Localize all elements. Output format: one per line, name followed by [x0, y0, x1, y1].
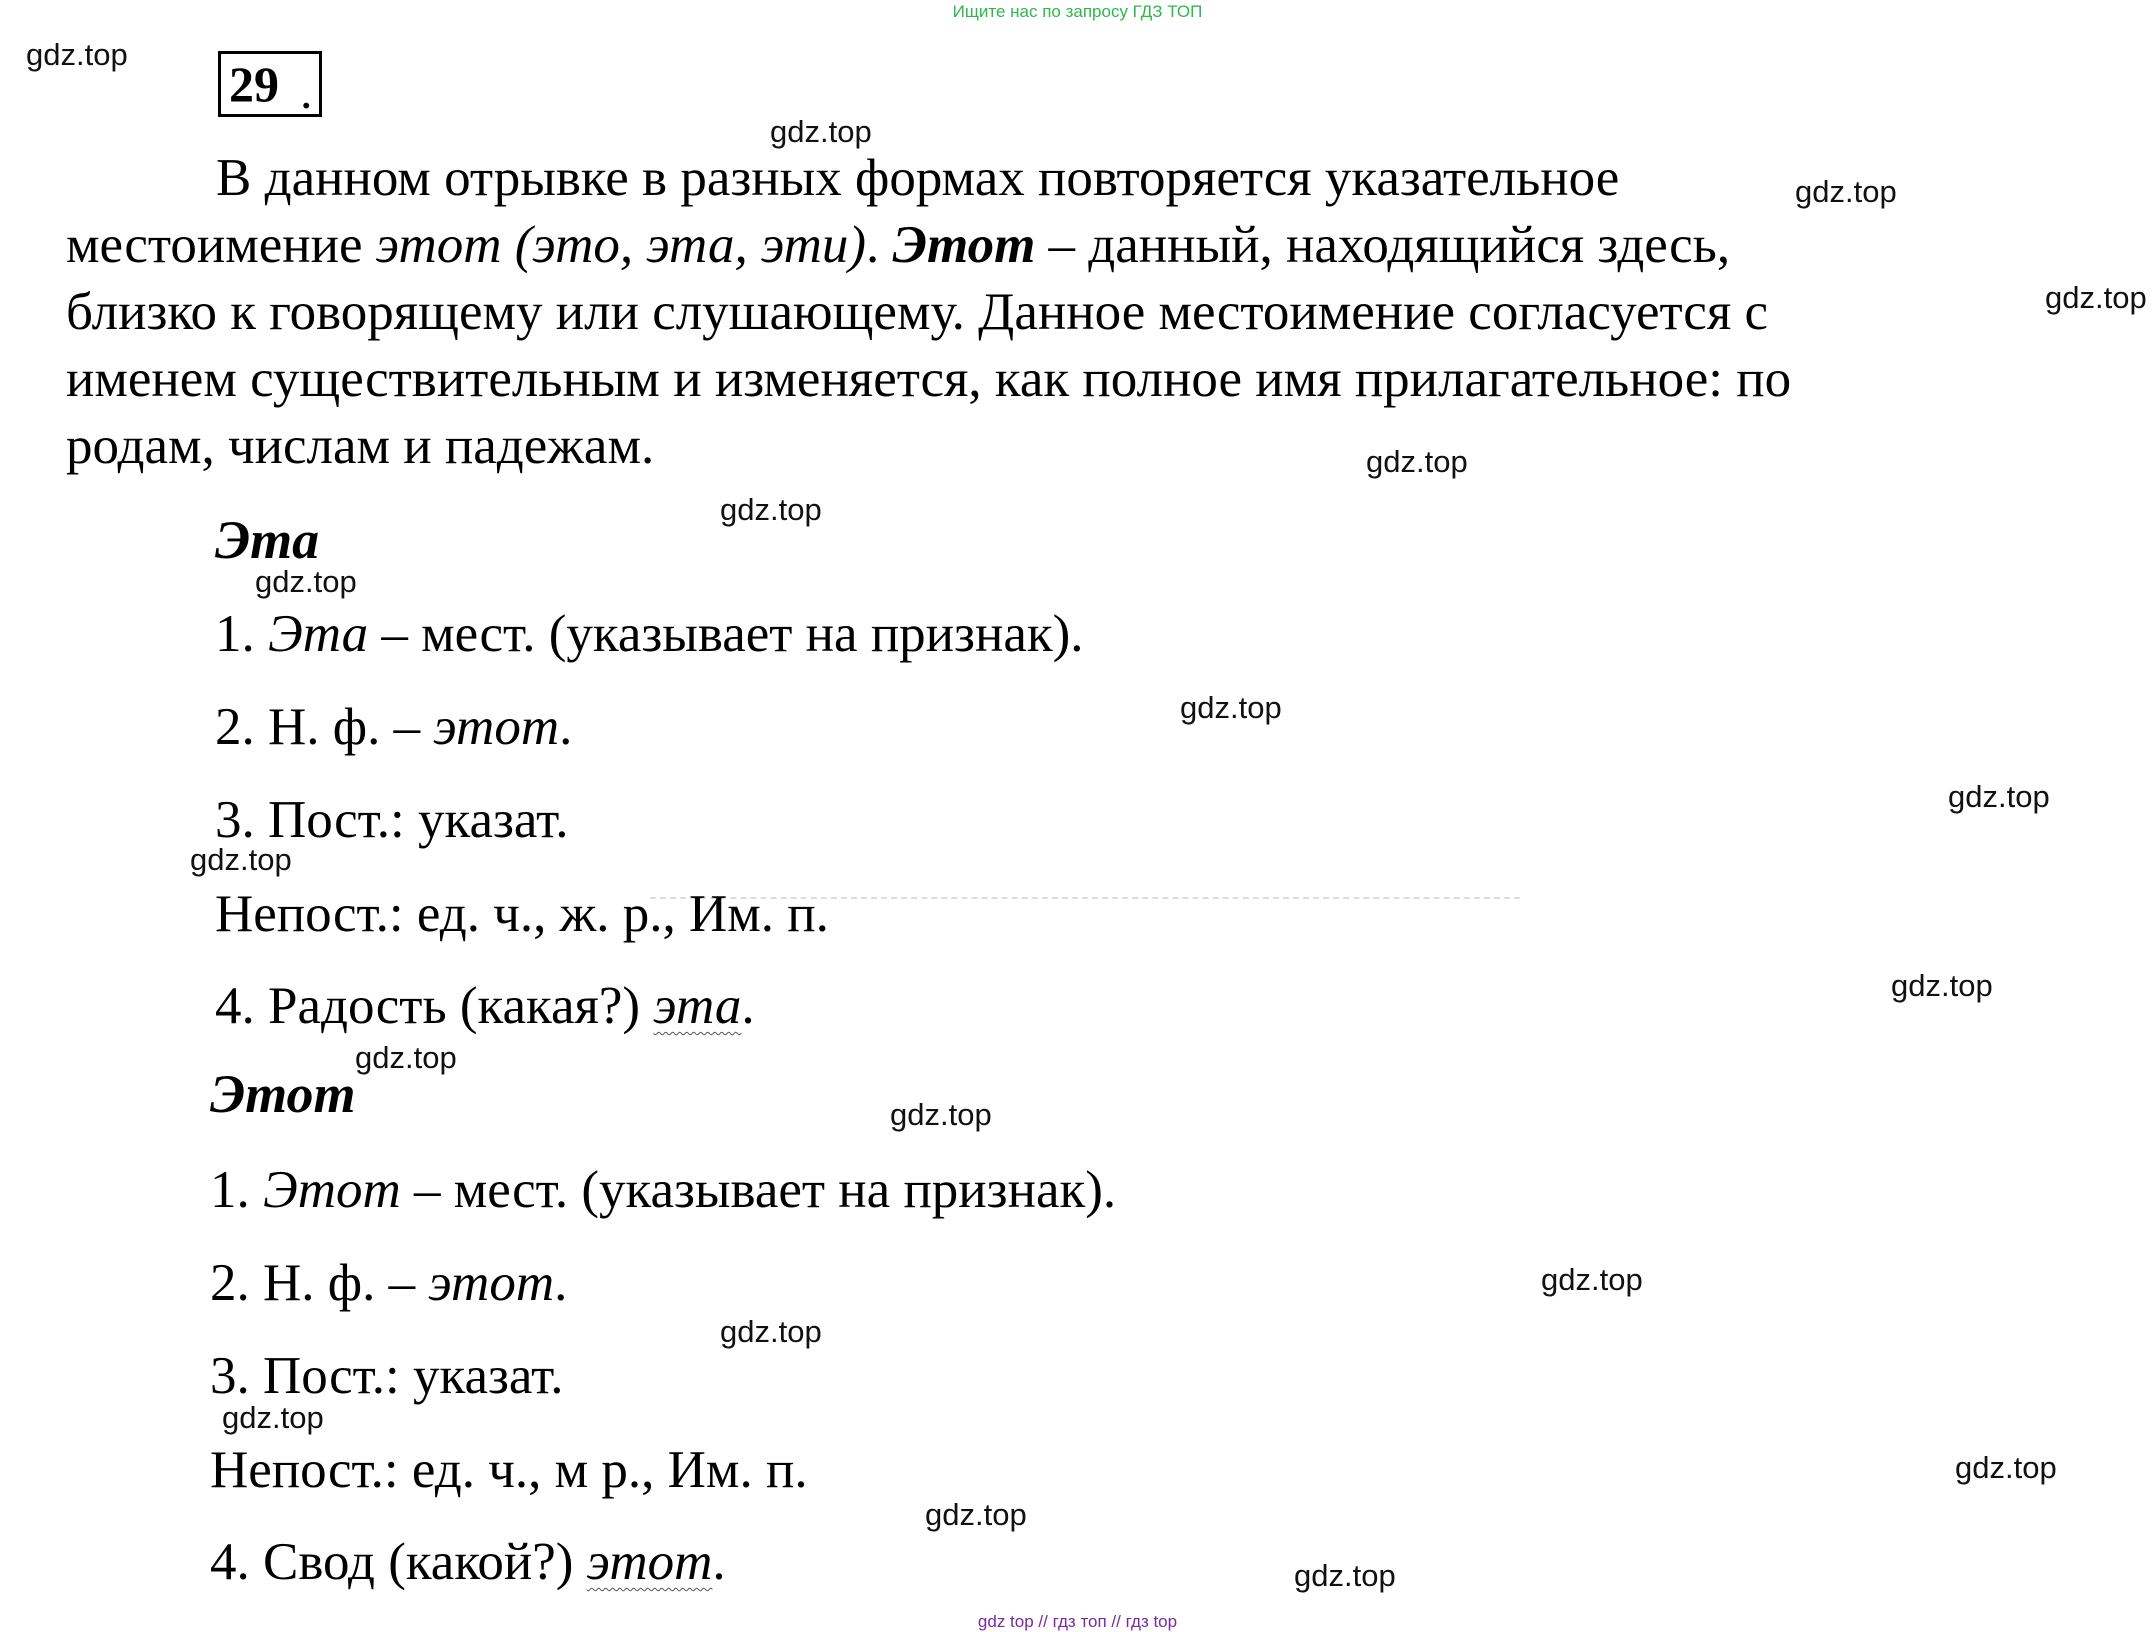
text: .	[559, 698, 573, 756]
paragraph-line: родам, числам и падежам.	[66, 417, 655, 475]
text: .	[712, 1533, 726, 1591]
analysis-item: Непост.: ед. ч., м р., Им. п.	[210, 1441, 808, 1499]
italic-term: этот	[433, 698, 560, 756]
text: 4. Радость (какая?)	[215, 977, 654, 1035]
analysis-item	[210, 1160, 1116, 1220]
watermark: gdz.top	[720, 492, 822, 527]
paragraph-line: именем существительным и изменяется, как полное имя прилагательное: по	[66, 350, 1792, 408]
text: 2. Н. ф. –	[215, 698, 434, 756]
bold-term: Этот	[892, 216, 1036, 274]
analysis-item	[210, 1532, 726, 1592]
watermark: gdz.top	[1795, 174, 1897, 209]
watermark: gdz.top	[1180, 690, 1282, 725]
analysis-item	[215, 697, 572, 757]
watermark: gdz.top	[1541, 1262, 1643, 1297]
text: .	[866, 216, 893, 274]
watermark: gdz.top	[770, 114, 872, 149]
watermark: gdz.top	[890, 1097, 992, 1132]
watermark: gdz.top	[1294, 1558, 1396, 1593]
watermark: gdz.top	[1948, 779, 2050, 814]
watermark: gdz.top	[1891, 968, 1993, 1003]
section-heading: Эта	[215, 510, 320, 570]
italic-term: Этот	[263, 1161, 401, 1219]
watermark: gdz.top	[2045, 280, 2147, 315]
paragraph-line: близко к говорящему или слушающему. Данное местоимение согласуется с	[66, 283, 1768, 341]
bottom-banner: gdz top // гдз топ // гдз top	[977, 1612, 1178, 1631]
italic-term: Эта	[268, 605, 369, 663]
watermark: gdz.top	[720, 1314, 822, 1349]
text: 1.	[215, 605, 268, 663]
text: – данный, находящийся здесь,	[1035, 216, 1731, 274]
section-heading: Этот	[210, 1064, 356, 1124]
watermark: gdz.top	[222, 1400, 324, 1435]
top-banner: Ищите нас по запросу ГДЗ ТОП	[952, 2, 1203, 21]
text: – мест. (указывает на признак).	[400, 1161, 1117, 1219]
text: .	[554, 1254, 568, 1312]
paragraph-line	[66, 212, 1996, 279]
exercise-number-dot: .	[300, 63, 313, 119]
text: – мест. (указывает на признак).	[368, 605, 1084, 663]
watermark: gdz.top	[1955, 1450, 2057, 1485]
text: 4. Свод (какой?)	[210, 1533, 587, 1591]
text: .	[741, 977, 755, 1035]
explanation-paragraph	[66, 145, 1996, 480]
watermark: gdz.top	[925, 1497, 1027, 1532]
analysis-item	[215, 976, 755, 1036]
text: 1.	[210, 1161, 263, 1219]
watermark: gdz.top	[255, 564, 357, 599]
underlined-term: этот	[586, 1533, 713, 1591]
watermark: gdz.top	[355, 1040, 457, 1075]
italic-term: этот	[428, 1254, 555, 1312]
analysis-item: 3. Пост.: указат.	[210, 1347, 564, 1405]
text: местоимение	[66, 216, 376, 274]
watermark: gdz.top	[1366, 444, 1468, 479]
text: 2. Н. ф. –	[210, 1254, 429, 1312]
watermark: gdz.top	[26, 37, 128, 72]
underlined-term: эта	[653, 977, 742, 1035]
analysis-item: 3. Пост.: указат.	[215, 791, 569, 849]
watermark: gdz.top	[190, 842, 292, 877]
exercise-number: 29	[218, 51, 322, 117]
analysis-item	[210, 1253, 567, 1313]
analysis-item: Непост.: ед. ч., ж. р., Им. п.	[215, 885, 829, 943]
italic-term: этот (это, эта, эти)	[375, 216, 867, 274]
paragraph-line: В данном отрывке в разных формах повторяется указательное	[216, 149, 1620, 207]
analysis-item	[215, 604, 1084, 664]
